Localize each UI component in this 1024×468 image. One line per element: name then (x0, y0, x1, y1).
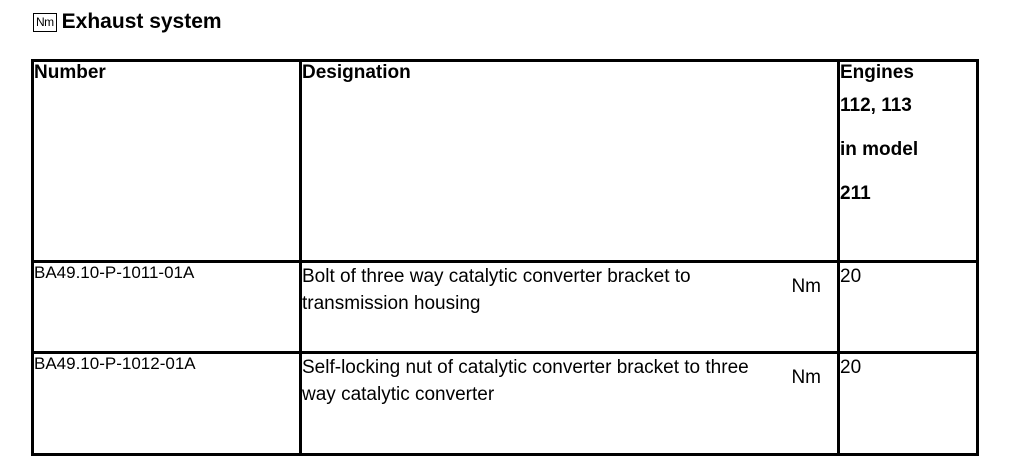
table-header-row (33, 61, 978, 262)
header-engines-line: 211 (840, 183, 871, 204)
header-number: Number (33, 61, 301, 262)
header-engines-line: in model (840, 139, 919, 160)
designation-text: Bolt of three way catalytic converter bracket to transmission housing (302, 266, 691, 314)
table-row (33, 353, 978, 455)
torque-spec-table (31, 59, 979, 456)
cell-number: BA49.10-P-1012-01A (33, 353, 301, 455)
header-engines (839, 61, 978, 262)
unit-label: Nm (791, 367, 821, 388)
cell-number: BA49.10-P-1011-01A (33, 262, 301, 353)
section-title: Exhaust system (61, 10, 222, 33)
unit-label: Nm (791, 276, 821, 297)
cell-designation (301, 262, 839, 353)
header-engines-line: Engines (840, 62, 914, 83)
cell-value: 20 (839, 262, 978, 353)
designation-text: Self-locking nut of catalytic converter bracket to three way catalytic converter (302, 357, 749, 405)
section-heading (33, 10, 222, 34)
cell-designation (301, 353, 839, 455)
cell-value: 20 (839, 353, 978, 455)
table-row (33, 262, 978, 353)
torque-nm-icon: Nm (33, 13, 57, 32)
header-designation: Designation (301, 61, 839, 262)
header-engines-line: 112, 113 (840, 95, 912, 116)
